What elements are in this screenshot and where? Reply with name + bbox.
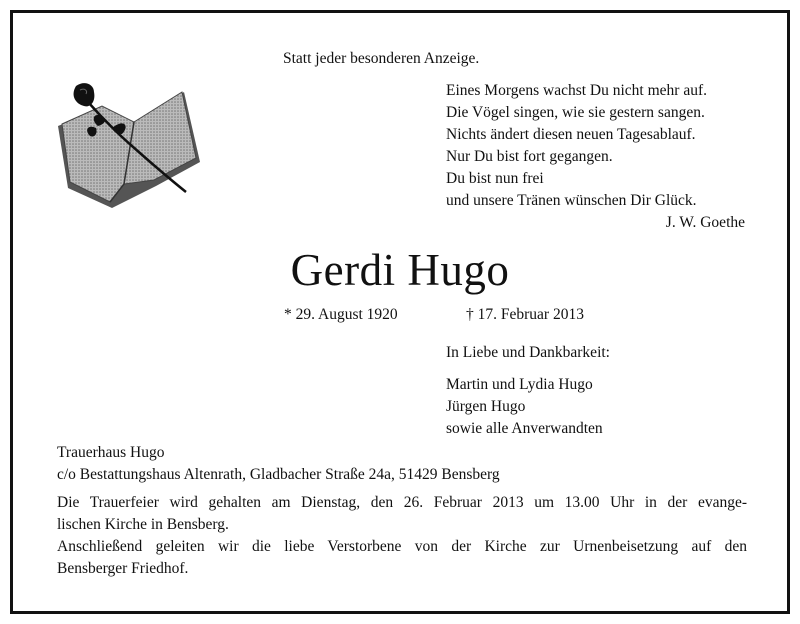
house-address: c/o Bestattungshaus Altenrath, Gladbacher Straße 24a, 51429 Bensberg: [57, 466, 500, 483]
service-line: Anschließend geleiten wir die liebe Verstorbene von der Kirche zur Urnenbeisetzung auf den: [57, 538, 747, 555]
service-line: lischen Kirche in Bensberg.: [57, 516, 229, 533]
service-info: [57, 492, 747, 580]
poem-line: Nur Du bist fort gegangen.: [446, 148, 613, 165]
mourner-name: Martin und Lydia Hugo: [446, 376, 593, 393]
mourning-house: [57, 442, 500, 486]
notice-header: Statt jeder besonderen Anzeige.: [283, 50, 480, 67]
house-name: Trauerhaus Hugo: [57, 444, 165, 461]
poem-line: Eines Morgens wachst Du nicht mehr auf.: [446, 82, 708, 99]
poem-line: Du bist nun frei: [446, 170, 544, 187]
poem-line: und unsere Tränen wünschen Dir Glück.: [446, 192, 697, 209]
poem: [446, 80, 746, 212]
death-date: † 17. Februar 2013: [466, 306, 584, 323]
poem-line: Nichts ändert diesen neuen Tagesablauf.: [446, 126, 696, 143]
open-book-with-rose-icon: [54, 80, 204, 212]
deceased-name: Gerdi Hugo: [290, 245, 510, 295]
poem-line: Die Vögel singen, wie sie gestern sangen.: [446, 104, 705, 121]
mourner-name: sowie alle Anverwandten: [446, 420, 603, 437]
service-line: Die Trauerfeier wird gehalten am Dienstag, den 26. Februar 2013 um 13.00 Uhr in der evange-: [57, 494, 747, 511]
mourners-intro: In Liebe und Dankbarkeit:: [446, 344, 610, 361]
mourners: [446, 342, 610, 440]
service-line: Bensberger Friedhof.: [57, 560, 189, 577]
poem-author: J. W. Goethe: [665, 214, 745, 231]
mourner-name: Jürgen Hugo: [446, 398, 526, 415]
birth-date: * 29. August 1920: [284, 306, 398, 323]
